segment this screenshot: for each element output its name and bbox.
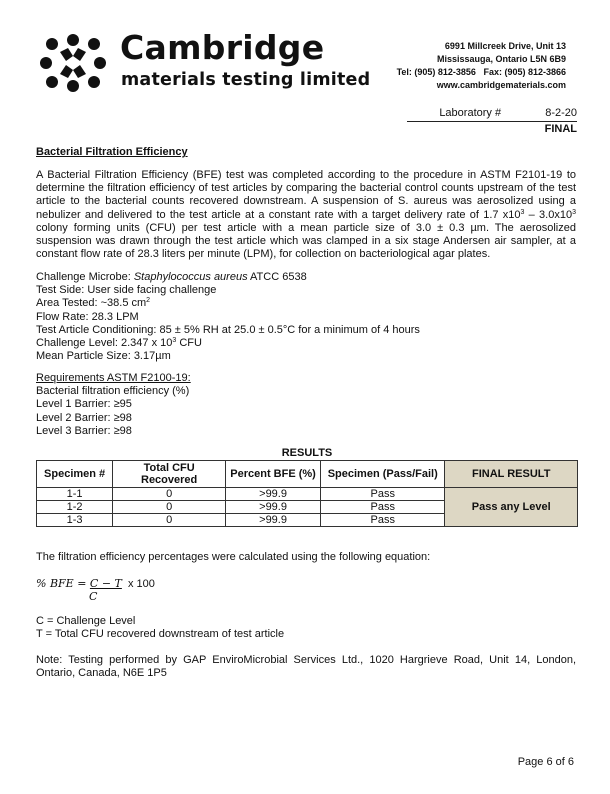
challenge-level xyxy=(36,337,576,350)
pass-fail-cell: Pass xyxy=(321,501,445,514)
cambridge-logo-icon xyxy=(40,34,106,92)
company-address xyxy=(397,40,566,92)
equation-legend xyxy=(36,615,576,641)
intro-paragraph xyxy=(36,169,576,261)
spec-text: CFU xyxy=(176,337,202,350)
requirement-line: Level 1 Barrier: ≥95 xyxy=(36,398,132,411)
equation-multiplier: x 100 xyxy=(121,578,155,590)
requirements-title: Requirements ASTM F2100-19: xyxy=(36,372,191,384)
table-header-row xyxy=(37,461,578,488)
cfu-cell: 0 xyxy=(113,501,226,514)
area-tested xyxy=(36,297,576,310)
column-header: Total CFU Recovered xyxy=(113,461,226,488)
final-result-header: FINAL RESULT xyxy=(445,461,578,488)
pass-fail-cell: Pass xyxy=(321,488,445,501)
laboratory-info xyxy=(377,106,577,136)
spec-text: Area Tested: ~38.5 cm xyxy=(36,297,147,310)
equation-denominator: C xyxy=(89,590,98,603)
requirement-line: Level 2 Barrier: ≥98 xyxy=(36,411,132,424)
column-header: Specimen (Pass/Fail) xyxy=(321,461,445,488)
requirements xyxy=(36,372,576,438)
cfu-cell: 0 xyxy=(113,514,226,527)
spec-text: Challenge Level: 2.347 x 10 xyxy=(36,337,173,350)
legend-line: C = Challenge Level xyxy=(36,615,136,627)
column-header: Specimen # xyxy=(37,461,113,488)
intro-text: colony forming units (CFU) per test article with a mean particle size of 3.0 ± 0.3 µm. The aerosolized suspension was drawn through the test article which was clamped in a six stage Andersen air sampler, at a constant flow rate of 28.3 liters per minute (LPM), for collection on bacteriological agar plates. xyxy=(36,221,576,261)
equation-numerator: C − T xyxy=(89,577,122,590)
address-line: Mississauga, Ontario L5N 6B9 xyxy=(436,54,566,64)
requirement-line: Bacterial filtration efficiency (%) xyxy=(36,385,190,398)
test-specifications xyxy=(36,271,576,363)
equation-lhs: % BFE = xyxy=(36,577,90,590)
intro-text: A Bacterial Filtration Efficiency (BFE) test was completed according to the procedure in ASTM F2101-19 to determine the filtration efficiency of test articles by comparing the bacterial control counts upstream of the test article to the bacterial counts recovered downstream. A suspension of S. aureus was aerosolized using a nebulizer and delivered to the test article at a constant rate with a target delivery rate of 1.7 x10 xyxy=(36,169,576,221)
bfe-cell: >99.9 xyxy=(226,514,321,527)
conditioning: Test Article Conditioning: 85 ± 5% RH at 25.0 ± 0.5°C for a minimum of 4 hours xyxy=(36,323,420,336)
address-line: 6991 Millcreek Drive, Unit 13 xyxy=(444,41,566,51)
equation-intro: The filtration efficiency percentages were calculated using the following equation: xyxy=(36,551,431,563)
bfe-cell: >99.9 xyxy=(226,488,321,501)
superscript: 3 xyxy=(520,208,525,216)
requirement-line: Level 3 Barrier: ≥98 xyxy=(36,424,132,437)
table-row xyxy=(37,488,578,501)
page-number: Page 6 of 6 xyxy=(517,756,574,768)
superscript: 3 xyxy=(172,337,177,345)
pass-fail-cell: Pass xyxy=(321,514,445,527)
bfe-equation xyxy=(36,577,155,590)
specimen-cell: 1-2 xyxy=(37,501,113,514)
microbe-name: Staphylococcus aureus xyxy=(133,271,248,283)
superscript: 3 xyxy=(572,208,576,216)
flow-rate: Flow Rate: 28.3 LPM xyxy=(36,310,139,323)
brand-name: Cambridge xyxy=(120,28,325,67)
website-link[interactable]: www.cambridgematerials.com xyxy=(436,80,566,90)
lab-number: 8-2-20 xyxy=(545,107,577,119)
challenge-microbe xyxy=(36,271,576,284)
column-header: Percent BFE (%) xyxy=(226,461,321,488)
mean-particle-size: Mean Particle Size: 3.17µm xyxy=(36,350,171,363)
bfe-cell: >99.9 xyxy=(226,501,321,514)
spec-label: Challenge Microbe: xyxy=(36,271,134,283)
report-status: FINAL xyxy=(544,123,577,135)
cfu-cell: 0 xyxy=(113,488,226,501)
results-title: RESULTS xyxy=(281,447,333,459)
section-title: Bacterial Filtration Efficiency xyxy=(36,146,188,158)
superscript: 2 xyxy=(146,297,151,305)
brand-subtitle: materials testing limited xyxy=(121,70,371,90)
results-table xyxy=(36,460,578,527)
legend-line: T = Total CFU recovered downstream of test article xyxy=(36,628,285,641)
microbe-strain: ATCC 6538 xyxy=(247,271,307,283)
intro-text: – 3.0x10 xyxy=(524,208,573,221)
phone-fax-line: Tel: (905) 812-3856 Fax: (905) 812-3866 xyxy=(396,67,566,77)
specimen-cell: 1-3 xyxy=(37,514,113,527)
specimen-cell: 1-1 xyxy=(37,488,113,501)
final-result-cell: Pass any Level xyxy=(445,488,578,527)
test-side: Test Side: User side facing challenge xyxy=(36,284,217,297)
testing-note: Note: Testing performed by GAP EnviroMicrobial Services Ltd., 1020 Hargrieve Road, Unit 14, London, Ontario, Canada, N6E 1P5 xyxy=(36,654,576,680)
lab-number-label: Laboratory # xyxy=(439,107,502,119)
